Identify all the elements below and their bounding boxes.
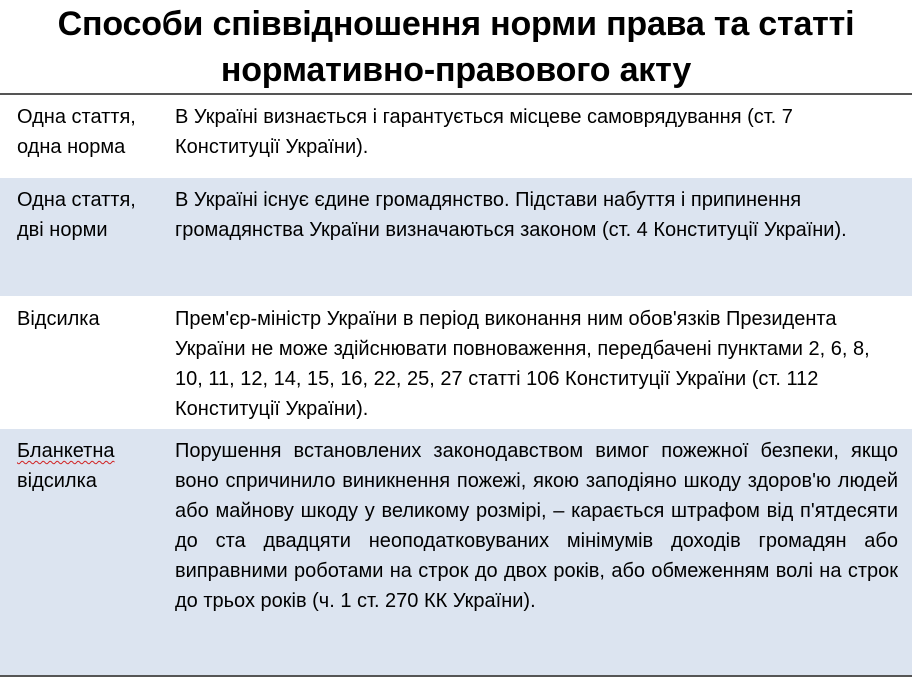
norm-article-table	[0, 93, 912, 677]
title-line-2: нормативно-правового акту	[220, 51, 692, 89]
row-example-text: В Україні визнається і гарантується місцеве самоврядування (ст. 7 Конституції України).	[175, 106, 793, 158]
row-label-line-1: Одна стаття,	[17, 189, 136, 211]
row-example-text: Порушення встановлених законодавством вимог пожежної безпеки, якщо воно спричинило виникнення пожежі, якою заподіяно шкоду здоров'ю людей або майнову шкоду у великому розмірі, – карається штрафом від п'ятдесяти до ста двадцяти неоподатковуваних мінімумів доходів громадян або виправними роботами на строк до двох років, або обмеженням волі на строк до трьох років (ч. 1 ст. 270 КК України).	[175, 440, 898, 612]
table-row-blanket-reference	[0, 429, 912, 677]
table-row-one-article-two-norms	[0, 178, 912, 297]
row-label-line-2: відсилка	[17, 470, 97, 492]
row-example-text: В Україні існує єдине громадянство. Підстави набуття і припинення громадянства України визначаються законом (ст. 4 Конституції України).	[175, 189, 847, 241]
slide-title	[0, 0, 912, 93]
row-label	[0, 95, 157, 177]
table-row-one-article-one-norm	[0, 95, 912, 178]
title-line-1: Способи співвідношення норми права та статті	[57, 5, 855, 43]
row-label	[0, 297, 157, 428]
row-label-line-1: Одна стаття,	[17, 106, 136, 128]
row-label	[0, 429, 157, 675]
row-label-line-2: одна норма	[17, 136, 126, 158]
row-label-line-1: Відсилка	[17, 308, 100, 330]
row-label-line-2: дві норми	[17, 219, 108, 241]
row-label	[0, 178, 157, 296]
row-example-text: Прем'єр-міністр України в період виконання ним обов'язків Президента України не може здійснювати повноваження, передбачені пунктами 2, 6, 8, 10, 11, 12, 14, 15, 16, 22, 25, 27 статті 106 Конституції України (ст. 112 Конституції України).	[175, 308, 870, 420]
row-label-line-1: Бланкетна	[17, 440, 115, 462]
table-row-reference	[0, 297, 912, 429]
